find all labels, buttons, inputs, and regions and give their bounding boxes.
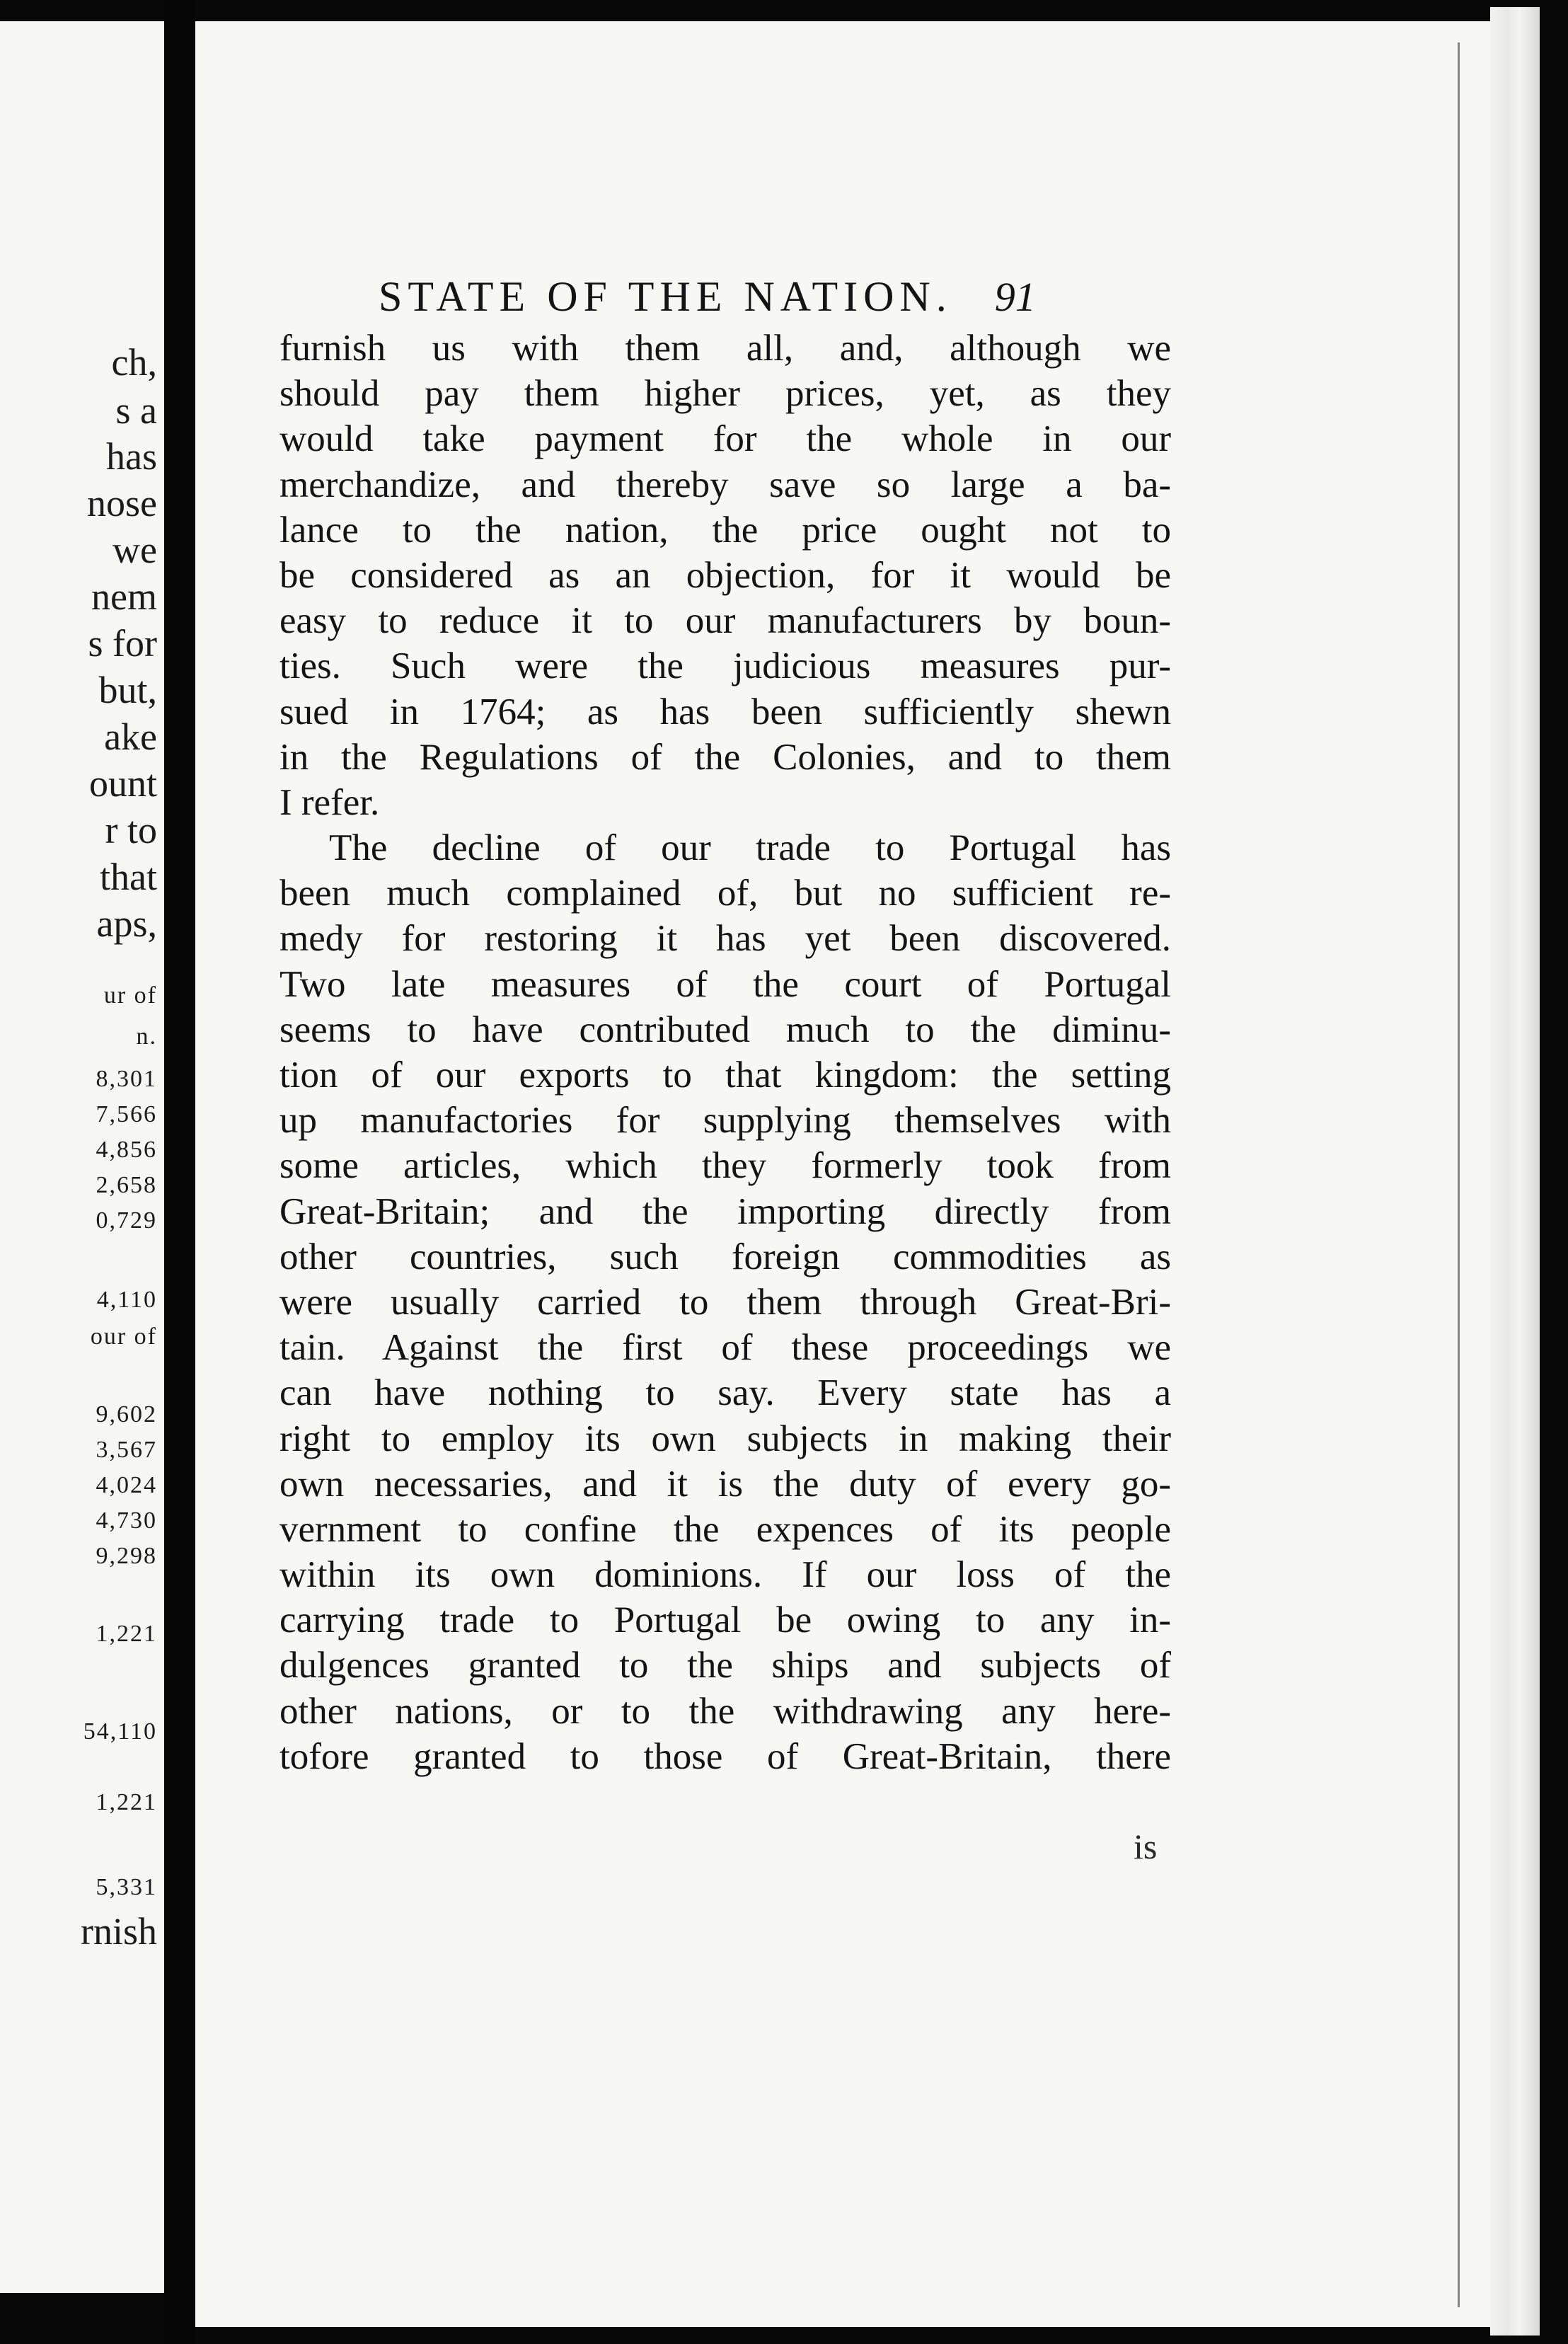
text-line: would take payment for the whole in our — [279, 418, 1171, 460]
text-line: been much complained of, but no sufficient re- — [279, 873, 1171, 914]
facing-page-fragment: 4,024 — [96, 1472, 157, 1498]
facing-page-fragment: has — [106, 435, 157, 478]
facing-page-fragment: our of — [90, 1323, 157, 1350]
facing-page-fragment: 0,729 — [96, 1207, 157, 1234]
body-text — [279, 326, 1171, 1779]
facing-page-fragment: we — [113, 529, 157, 571]
facing-page-fragment: r to — [105, 809, 157, 851]
facing-page-fragment: aps, — [96, 902, 157, 945]
text-line: carrying trade to Portugal be owing to any in- — [279, 1599, 1171, 1641]
facing-page-fragment: 4,730 — [96, 1507, 157, 1534]
page-edge-shadow — [1458, 42, 1460, 2307]
facing-page-fragment: nem — [91, 575, 157, 618]
text-line: Great-Britain; and the importing directly from — [279, 1190, 1171, 1232]
text-line: furnish us with them all, and, although we — [279, 328, 1171, 369]
page-header — [379, 272, 1192, 329]
book-gutter — [164, 0, 195, 2344]
text-line: should pay them higher prices, yet, as they — [279, 373, 1171, 415]
facing-page-fragment: but, — [98, 669, 157, 711]
text-line: own necessaries, and it is the duty of every go- — [279, 1463, 1171, 1505]
facing-page-fragment: ount — [88, 762, 157, 805]
text-line: lance to the nation, the price ought not to — [279, 509, 1171, 551]
facing-page-fragment: n. — [136, 1023, 157, 1050]
facing-page — [0, 21, 164, 2293]
text-line: easy to reduce it to our manufacturers by boun- — [279, 600, 1171, 642]
text-line: can have nothing to say. Every state has a — [279, 1372, 1171, 1414]
facing-page-fragment: 9,602 — [96, 1401, 157, 1427]
facing-page-fragment: 3,567 — [96, 1437, 157, 1463]
text-line: within its own dominions. If our loss of the — [279, 1554, 1171, 1596]
text-line: be considered as an objection, for it would be — [279, 554, 1171, 596]
facing-page-fragment: 54,110 — [83, 1718, 157, 1745]
facing-page-fragment: nose — [87, 482, 157, 524]
facing-page-fragment: that — [100, 856, 157, 898]
text-line: other countries, such foreign commodities as — [279, 1236, 1171, 1277]
text-line: sued in 1764; as has been sufficiently shewn — [279, 691, 1171, 732]
facing-page-fragment: 1,221 — [96, 1789, 157, 1815]
text-line: Two late measures of the court of Portugal — [279, 963, 1171, 1005]
text-line: seems to have contributed much to the diminu- — [279, 1009, 1171, 1050]
facing-page-fragment: ake — [104, 716, 157, 758]
facing-page-fragment: s a — [115, 389, 157, 432]
text-line: ties. Such were the judicious measures pur- — [279, 645, 1171, 687]
text-line: up manufactories for supplying themselves with — [279, 1100, 1171, 1142]
facing-page-fragment: 2,658 — [96, 1172, 157, 1198]
text-line: tion of our exports to that kingdom: the setting — [279, 1055, 1171, 1096]
text-line: right to employ its own subjects in making their — [279, 1418, 1171, 1459]
catchword: is — [1134, 1827, 1158, 1866]
text-line: some articles, which they formerly took from — [279, 1145, 1171, 1187]
facing-page-fragment: 4,856 — [96, 1137, 157, 1163]
running-head: STATE OF THE NATION. — [379, 273, 952, 320]
facing-page-fragment: rnish — [81, 1910, 157, 1953]
facing-page-fragment: ch, — [111, 341, 157, 384]
paragraph-end-line: I refer. — [279, 781, 380, 823]
facing-page-fragment: 1,221 — [96, 1621, 157, 1647]
facing-page-fragment: 9,298 — [96, 1543, 157, 1569]
page-number: 91 — [994, 274, 1036, 320]
facing-page-fragment: 7,566 — [96, 1101, 157, 1127]
page-edge — [1490, 7, 1540, 2336]
text-line: vernment to confine the expences of its people — [279, 1508, 1171, 1550]
text-line: medy for restoring it has yet been discovered. — [279, 918, 1171, 960]
facing-page-fragment: s for — [88, 622, 157, 665]
facing-page-fragment: ur of — [103, 982, 157, 1009]
text-line: merchandize, and thereby save so large a ba- — [279, 464, 1171, 505]
paragraph-start-line: The decline of our trade to Portugal has — [329, 827, 1171, 869]
facing-page-fragment: 5,331 — [96, 1874, 157, 1900]
text-line: dulgences granted to the ships and subjects of — [279, 1645, 1171, 1687]
facing-page-fragment: 4,110 — [96, 1287, 157, 1313]
text-line: were usually carried to them through Great-Bri- — [279, 1281, 1171, 1323]
text-line: other nations, or to the withdrawing any here- — [279, 1690, 1171, 1732]
text-line: in the Regulations of the Colonies, and to them — [279, 736, 1171, 778]
text-line: tofore granted to those of Great-Britain, there — [279, 1735, 1171, 1777]
text-line: tain. Against the first of these proceedings we — [279, 1327, 1171, 1369]
facing-page-fragment: 8,301 — [96, 1066, 157, 1092]
